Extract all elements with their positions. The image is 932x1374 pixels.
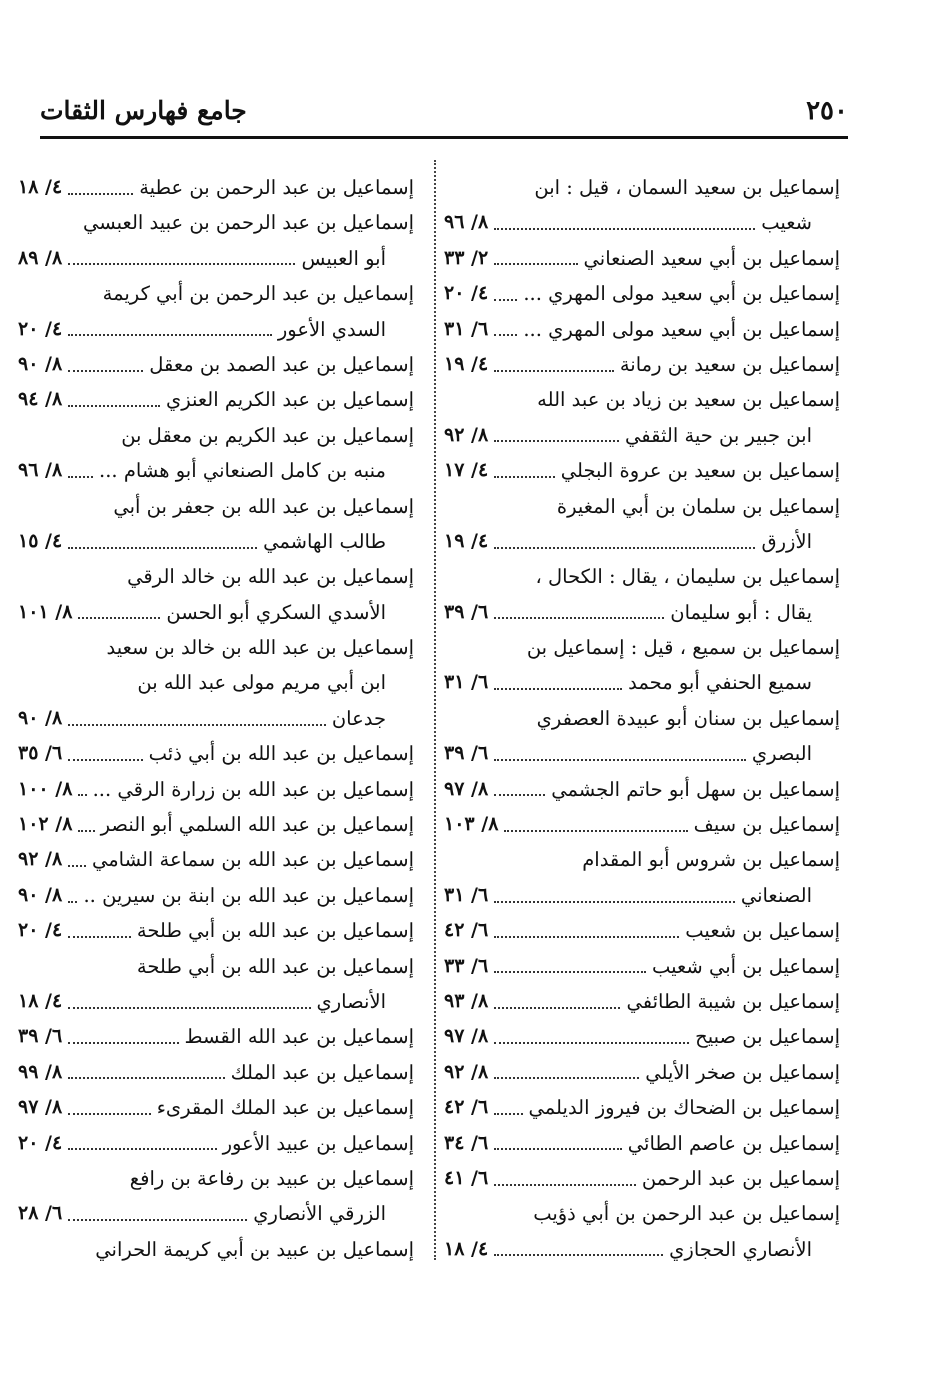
index-entry-line: [18, 241, 414, 276]
index-entry-line: [18, 913, 414, 948]
entry-name: إسماعيل بن عبد الله بن سماعة الشامي: [91, 848, 414, 872]
entry-name: الصنعاني: [740, 883, 812, 907]
entry-name: إسماعيل بن عبد الرحمن بن عبيد العبسي: [83, 211, 414, 235]
volume-page-reference: ٦/ ٣١: [444, 883, 489, 906]
entry-name: إسماعيل بن عبد الرحمن بن أبي ذؤيب: [533, 1202, 840, 1226]
index-entry-line: [444, 1090, 840, 1125]
index-entry-line: [18, 665, 414, 700]
dot-leader: [68, 1113, 151, 1115]
entry-name: الأنصاري الحجازي: [669, 1237, 812, 1261]
entry-name: إسماعيل بن الضحاك بن فيروز الديلمي: [528, 1096, 840, 1120]
index-entry-line: [444, 736, 840, 771]
entry-name: إسماعيل بن عبد الكريم العنزي: [165, 388, 414, 412]
entry-name: إسماعيل بن سعيد بن زياد بن عبد الله: [537, 388, 840, 412]
volume-page-reference: ٦/ ٣١: [444, 317, 489, 340]
volume-page-reference: ٨/ ٩٤: [18, 388, 63, 411]
index-column-right: [444, 170, 840, 1267]
entry-name: الأزرق: [761, 529, 812, 553]
index-entry-line: [444, 665, 840, 700]
entry-name: إسماعيل بن عبد الله السلمي أبو النصر: [100, 813, 414, 837]
entry-name: إسماعيل بن صبيح: [695, 1025, 840, 1049]
index-entry-line: [18, 453, 414, 488]
dot-leader: [494, 299, 517, 301]
dot-leader: [494, 1148, 622, 1150]
entry-name: إسماعيل بن عبد الكريم بن معقل بن: [121, 423, 414, 447]
entry-name: إسماعيل بن سهل أبو حاتم الجشمي: [551, 777, 840, 801]
entry-name: إسماعيل بن شيبة الطائفي: [626, 989, 840, 1013]
index-entry-line: [18, 949, 414, 984]
index-entry-line: [18, 630, 414, 665]
index-entry-line: [18, 1196, 414, 1231]
index-entry-line: [18, 1126, 414, 1161]
index-entry-line: [18, 276, 414, 311]
index-entry-line: [444, 878, 840, 913]
dot-leader: [68, 901, 77, 903]
entry-name: إسماعيل بن شروس أبو المقدام: [582, 848, 840, 872]
entry-name: إسماعيل بن عبد الرحمن بن أبي كريمة: [102, 282, 414, 306]
entry-name: السدي الأعور: [277, 317, 386, 341]
dot-leader: [494, 370, 614, 372]
volume-page-reference: ٨/ ١٠١: [18, 600, 73, 623]
dot-leader: [494, 1254, 663, 1256]
entry-name: إسماعيل بن عبد الله بن خالد بن سعيد: [106, 636, 414, 660]
index-entry-line: [444, 276, 840, 311]
dot-leader: [494, 476, 555, 478]
entry-name: إسماعيل بن سعيد بن عروة البجلي: [560, 459, 840, 483]
dot-leader: [68, 263, 295, 265]
running-title: جامع فهارس الثقات: [40, 96, 247, 125]
entry-name: الأنصاري: [316, 989, 386, 1013]
volume-page-reference: ٨/ ٩٢: [18, 848, 63, 871]
index-entry-line: [444, 418, 840, 453]
index-entry-line: [18, 312, 414, 347]
volume-page-reference: ٨/ ٩٠: [18, 883, 63, 906]
page-number: ٢٥٠: [806, 96, 848, 126]
volume-page-reference: ٤/ ١٩: [444, 529, 489, 552]
entry-name: جدعان: [331, 706, 386, 730]
index-entry-line: [18, 205, 414, 240]
volume-page-reference: ٦/ ٤٢: [444, 1096, 489, 1119]
dot-leader: [78, 830, 94, 832]
entry-name: إسماعيل بن عبد الرحمن بن عطية: [139, 176, 414, 199]
dot-leader: [78, 794, 86, 796]
index-entry-line: [444, 1196, 840, 1231]
entry-name: إسماعيل بن صخر الأيلي: [645, 1060, 840, 1084]
entry-name: إسماعيل بن أبي سعيد الصنعاني: [583, 246, 840, 270]
index-entry-line: [444, 559, 840, 594]
index-entry-line: [444, 630, 840, 665]
dot-leader: [68, 1148, 216, 1150]
entry-name: ابن أبي مريم مولى عبد الله بن: [137, 671, 386, 695]
index-entry-line: [18, 489, 414, 524]
index-entry-line: [18, 772, 414, 807]
entry-name: إسماعيل بن عبد الله بن جعفر بن أبي: [113, 494, 414, 518]
entry-name: الأسدي السكري أبو الحسن: [166, 600, 386, 624]
entry-name: إسماعيل بن سيف: [693, 813, 840, 837]
entry-name: إسماعيل بن عبد الله بن ابنة بن سيرين ..: [83, 883, 414, 907]
volume-page-reference: ٨/ ٨٩: [18, 246, 63, 269]
index-entry-line: [444, 1232, 840, 1267]
entry-name: إسماعيل بن أبي سعيد مولى المهري ...: [523, 282, 840, 306]
index-entry-line: [444, 1161, 840, 1196]
dot-leader: [68, 405, 160, 407]
index-entry-line: [444, 807, 840, 842]
volume-page-reference: ٦/ ٣٩: [18, 1025, 63, 1048]
dot-leader: [494, 1113, 522, 1115]
dot-leader: [494, 1184, 636, 1186]
entry-name: ابن جبير بن حية الثقفي: [625, 423, 812, 447]
entry-name: إسماعيل بن سنان أبو عبيدة العصفري: [536, 706, 840, 730]
volume-page-reference: ٤/ ١٨: [444, 1237, 489, 1260]
dot-leader: [68, 1042, 178, 1044]
page-header: [40, 96, 848, 139]
volume-page-reference: ٤/ ١٧: [444, 459, 489, 482]
index-entry-line: [18, 807, 414, 842]
index-entry-line: [18, 347, 414, 382]
index-entry-line: [18, 984, 414, 1019]
volume-page-reference: ٨/ ٩٢: [444, 1060, 489, 1083]
volume-page-reference: ٤/ ١٨: [18, 176, 63, 198]
dot-leader: [78, 617, 160, 619]
entry-name: يقال : أبو سليمان: [670, 600, 812, 624]
entry-name: منبه بن كامل الصنعاني أبو هشام ...: [99, 459, 386, 483]
entry-name: إسماعيل بن أبي شعيب: [651, 954, 840, 978]
dot-leader: [68, 476, 93, 478]
volume-page-reference: ٨/ ٩٧: [18, 1096, 63, 1119]
dot-leader: [494, 228, 755, 230]
index-entry-line: [444, 595, 840, 630]
entry-name: إسماعيل بن سعيد السمان ، قيل : ابن: [534, 176, 840, 199]
dot-leader: [494, 1042, 689, 1044]
index-entry-line: [18, 736, 414, 771]
dot-leader: [68, 759, 142, 761]
index-entry-line: [18, 1232, 414, 1267]
index-entry-line: [18, 1019, 414, 1054]
entry-name: إسماعيل بن سليمان ، يقال : الكحال ،: [535, 565, 840, 589]
index-entry-line: [18, 524, 414, 559]
entry-name: إسماعيل بن عبد الملك: [230, 1060, 414, 1084]
dot-leader: [494, 688, 622, 690]
dot-leader: [494, 759, 746, 761]
entry-name: إسماعيل بن عبيد بن رفاعة بن رافع: [129, 1166, 414, 1190]
index-entry-line: [18, 595, 414, 630]
entry-name: إسماعيل بن عبد الصمد بن معقل: [149, 352, 414, 376]
volume-page-reference: ٦/ ٣٩: [444, 600, 489, 623]
index-column-left: [18, 170, 414, 1267]
dot-leader: [494, 794, 545, 796]
index-entry-line: [444, 170, 840, 205]
dot-leader: [68, 547, 257, 549]
volume-page-reference: ٨/ ٩٧: [444, 1025, 489, 1048]
entry-name: إسماعيل بن عبد الله بن أبي طلحة: [136, 954, 414, 978]
index-entry-line: [444, 842, 840, 877]
index-entry-line: [444, 453, 840, 488]
entry-name: إسماعيل بن عبد الملك المقرىء: [156, 1096, 414, 1120]
entry-name: إسماعيل بن عبد الله بن زرارة الرقي ...: [92, 777, 414, 801]
volume-page-reference: ٨/ ٩٦: [444, 211, 489, 234]
entry-name: إسماعيل بن عبد الله القسط: [184, 1025, 414, 1049]
volume-page-reference: ٨/ ١٠٠: [18, 777, 73, 800]
entry-name: سميع الحنفي أبو محمد: [628, 671, 812, 695]
volume-page-reference: ٨/ ١٠٣: [444, 813, 499, 836]
index-entry-line: [444, 1019, 840, 1054]
entry-name: البصري: [751, 742, 812, 766]
index-entry-line: [18, 1055, 414, 1090]
entry-name: إسماعيل بن سعيد بن رمانة: [619, 352, 840, 376]
index-entry-line: [18, 382, 414, 417]
index-entry-line: [444, 312, 840, 347]
entry-name: أبو العبيس: [301, 246, 386, 270]
dot-leader: [68, 370, 143, 372]
index-entry-line: [444, 241, 840, 276]
volume-page-reference: ٤/ ٢٠: [18, 317, 63, 340]
index-entry-line: [444, 1055, 840, 1090]
dot-leader: [494, 936, 679, 938]
volume-page-reference: ٦/ ٣١: [444, 671, 489, 694]
entry-name: الزرقي الأنصاري: [253, 1202, 386, 1226]
dot-leader: [494, 440, 619, 442]
index-entry-line: [18, 170, 414, 205]
volume-page-reference: ٨/ ١٠٢: [18, 813, 73, 836]
index-entry-line: [18, 1161, 414, 1196]
index-entry-line: [444, 701, 840, 736]
volume-page-reference: ٤/ ٢٠: [18, 1131, 63, 1154]
index-entry-line: [18, 418, 414, 453]
dot-leader: [68, 193, 133, 195]
dot-leader: [494, 901, 735, 903]
volume-page-reference: ٦/ ٣٣: [444, 954, 489, 977]
entry-name: إسماعيل بن عبد الله بن أبي طلحة: [136, 919, 414, 943]
dot-leader: [494, 617, 664, 619]
index-entry-line: [444, 382, 840, 417]
volume-page-reference: ٦/ ٣٩: [444, 742, 489, 765]
entry-name: طالب الهاشمي: [263, 529, 386, 553]
dot-leader: [68, 1007, 310, 1009]
entry-name: إسماعيل بن عبد الرحمن: [641, 1166, 840, 1190]
entry-name: إسماعيل بن سميع ، قيل : إسماعيل بن: [526, 636, 840, 660]
volume-page-reference: ٤/ ١٥: [18, 529, 63, 552]
index-entry-line: [18, 842, 414, 877]
volume-page-reference: ٤/ ١٩: [444, 352, 489, 375]
index-entry-line: [444, 949, 840, 984]
volume-page-reference: ٦/ ٣٥: [18, 742, 63, 765]
entry-name: إسماعيل بن عبيد الأعور: [222, 1131, 414, 1155]
index-entry-line: [444, 347, 840, 382]
dot-leader: [68, 1219, 247, 1221]
volume-page-reference: ٦/ ٤٢: [444, 919, 489, 942]
index-entry-line: [444, 913, 840, 948]
dot-leader: [68, 865, 86, 867]
volume-page-reference: ٤/ ١٨: [18, 989, 63, 1012]
index-entry-line: [18, 1090, 414, 1125]
column-divider: [434, 160, 436, 1260]
volume-page-reference: ٨/ ٩٢: [444, 423, 489, 446]
volume-page-reference: ٦/ ٢٨: [18, 1202, 63, 1225]
volume-page-reference: ٨/ ٩٩: [18, 1060, 63, 1083]
entry-name: إسماعيل بن شعيب: [685, 919, 840, 943]
entry-name: إسماعيل بن عاصم الطائي: [627, 1131, 840, 1155]
dot-leader: [494, 547, 755, 549]
dot-leader: [494, 334, 517, 336]
index-entry-line: [444, 524, 840, 559]
dot-leader: [68, 936, 131, 938]
index-entry-line: [18, 559, 414, 594]
entry-name: إسماعيل بن أبي سعيد مولى المهري ...: [523, 317, 840, 341]
index-entry-line: [444, 205, 840, 240]
volume-page-reference: ٦/ ٤١: [444, 1166, 489, 1189]
index-entry-line: [18, 878, 414, 913]
volume-page-reference: ٨/ ٩٠: [18, 706, 63, 729]
entry-name: شعيب: [761, 211, 812, 235]
entry-name: إسماعيل بن عبيد بن أبي كريمة الحراني: [95, 1237, 414, 1261]
volume-page-reference: ٢/ ٣٣: [444, 246, 489, 269]
dot-leader: [68, 1077, 224, 1079]
volume-page-reference: ٨/ ٩٧: [444, 777, 489, 800]
index-entry-line: [444, 772, 840, 807]
entry-name: إسماعيل بن سلمان بن أبي المغيرة: [556, 494, 840, 518]
dot-leader: [68, 334, 272, 336]
dot-leader: [68, 724, 326, 726]
volume-page-reference: ٨/ ٩٦: [18, 459, 63, 482]
index-entry-line: [444, 1126, 840, 1161]
dot-leader: [494, 1077, 639, 1079]
volume-page-reference: ٤/ ٢٠: [18, 919, 63, 942]
volume-page-reference: ٨/ ٩٣: [444, 989, 489, 1012]
dot-leader: [504, 830, 687, 832]
volume-page-reference: ٦/ ٣٤: [444, 1131, 489, 1154]
dot-leader: [494, 971, 646, 973]
dot-leader: [494, 263, 577, 265]
entry-name: إسماعيل بن عبد الله بن أبي ذئب: [148, 742, 414, 766]
dot-leader: [494, 1007, 620, 1009]
index-entry-line: [18, 701, 414, 736]
volume-page-reference: ٤/ ٢٠: [444, 282, 489, 305]
entry-name: إسماعيل بن عبد الله بن خالد الرقي: [127, 565, 414, 589]
index-entry-line: [444, 489, 840, 524]
index-entry-line: [444, 984, 840, 1019]
volume-page-reference: ٨/ ٩٠: [18, 352, 63, 375]
